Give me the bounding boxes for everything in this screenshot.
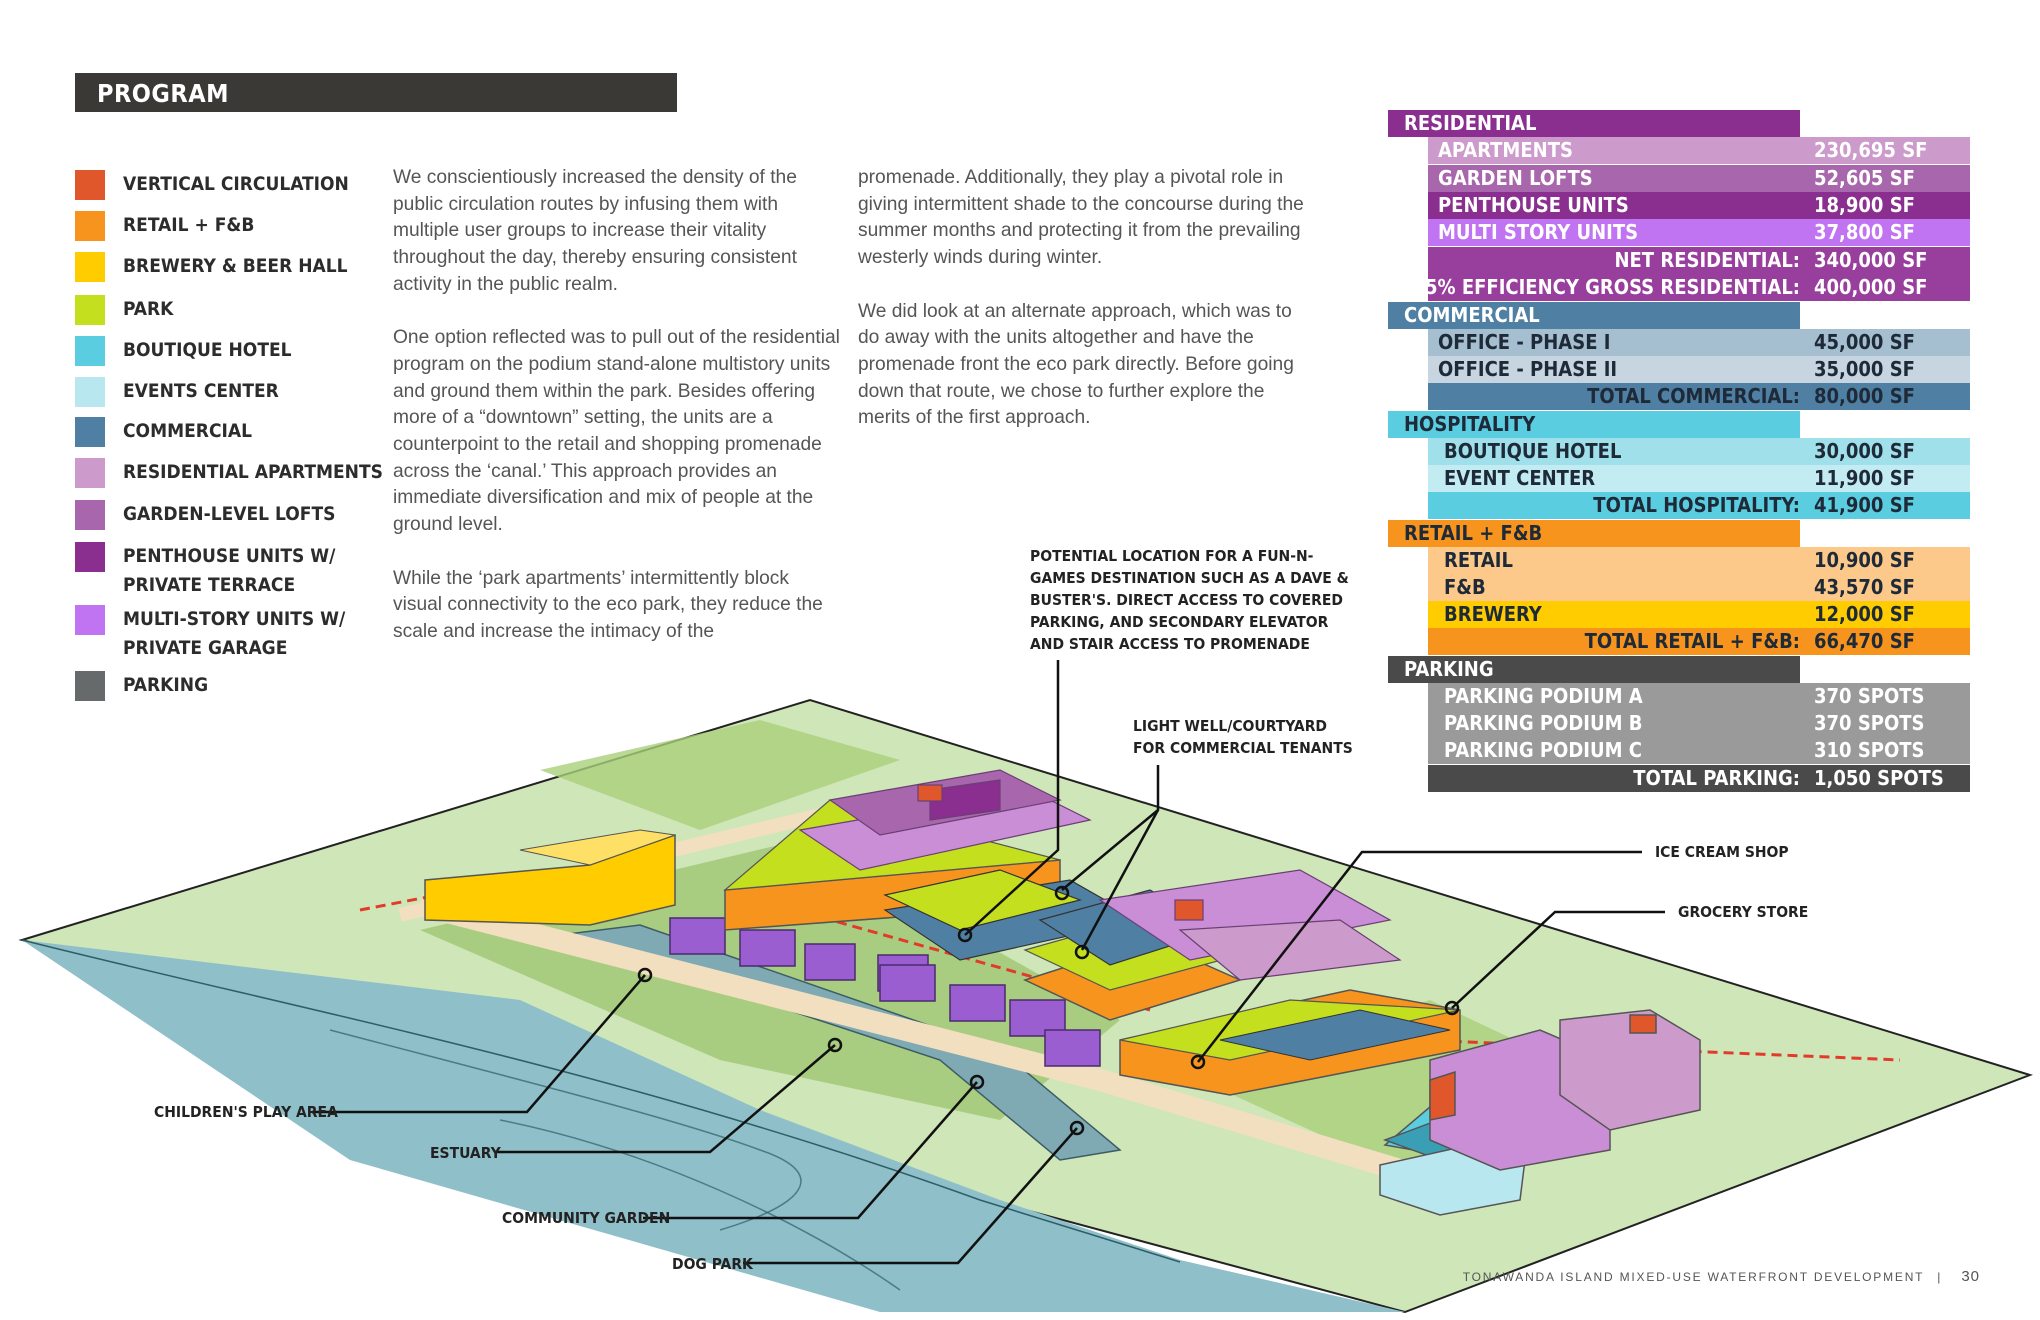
table-row xyxy=(1428,137,1970,164)
annotation-community-garden: COMMUNITY GARDEN xyxy=(502,1209,671,1227)
legend-label: PARKING xyxy=(123,674,209,696)
annotation-light-well: LIGHT WELL/COURTYARD FOR COMMERCIAL TENANTS xyxy=(1133,717,1353,757)
table-row xyxy=(1428,219,1970,246)
table-label: PARKING xyxy=(1404,657,1494,681)
table-label: RETAIL xyxy=(1444,548,1513,572)
table-row xyxy=(1428,438,1970,465)
legend-label: BOUTIQUE HOTEL xyxy=(123,339,292,361)
table-label: TOTAL RETAIL + F&B: xyxy=(1584,629,1800,653)
table-label: COMMERCIAL xyxy=(1404,303,1540,327)
table-label: APARTMENTS xyxy=(1438,138,1573,162)
table-label: F&B xyxy=(1444,575,1486,599)
table-total-row xyxy=(1428,492,1970,519)
annotation-childrens-play-area: CHILDREN'S PLAY AREA xyxy=(154,1103,338,1121)
table-label: RESIDENTIAL xyxy=(1404,111,1537,135)
table-value: 41,900 SF xyxy=(1814,493,1915,517)
table-row xyxy=(1428,165,1970,192)
table-value: 10,900 SF xyxy=(1814,548,1915,572)
table-value: 43,570 SF xyxy=(1814,575,1915,599)
annotation-dog-park: DOG PARK xyxy=(672,1255,753,1273)
section-title: PROGRAM xyxy=(97,79,229,108)
legend-label: COMMERCIAL xyxy=(123,420,252,442)
table-section-title xyxy=(1388,656,1800,683)
table-label: @85% EFFICIENCY GROSS RESIDENTIAL: xyxy=(1394,275,1800,299)
table-total-row xyxy=(1428,765,1970,792)
table-section-title xyxy=(1388,302,1800,329)
legend-label: GARDEN-LEVEL LOFTS xyxy=(123,503,336,525)
table-value: 66,470 SF xyxy=(1814,629,1915,653)
page-number: 30 xyxy=(1961,1268,1980,1285)
table-row xyxy=(1428,737,1970,764)
table-row xyxy=(1428,465,1970,492)
table-row xyxy=(1428,683,1970,710)
legend-label: MULTI-STORY UNITS W/ PRIVATE GARAGE xyxy=(123,608,346,659)
table-value: 1,050 SPOTS xyxy=(1814,766,1944,790)
table-label: TOTAL HOSPITALITY: xyxy=(1593,493,1800,517)
legend-label: PARK xyxy=(123,298,174,320)
paragraph: We conscientiously increased the density of the public circulation routes by infusing them with multiple user groups to increase their vitality throughout the day, thereby ensuring consistent activity in the public realm. xyxy=(393,167,797,295)
table-label: HOSPITALITY xyxy=(1404,412,1536,436)
page-footer xyxy=(1463,1268,1980,1285)
table-row xyxy=(1428,547,1970,574)
legend-label: VERTICAL CIRCULATION xyxy=(123,173,349,195)
table-value: 37,800 SF xyxy=(1814,220,1915,244)
footer-separator: | xyxy=(1937,1270,1943,1284)
paragraph: promenade. Additionally, they play a pivotal role in giving intermittent shade to the concourse during the summer months and protecting it from the prevailing westerly winds during winter. xyxy=(858,167,1304,269)
table-value: 310 SPOTS xyxy=(1814,738,1925,762)
table-label: EVENT CENTER xyxy=(1444,466,1596,490)
table-label: GARDEN LOFTS xyxy=(1438,166,1593,190)
table-label: PENTHOUSE UNITS xyxy=(1438,193,1629,217)
table-value: 370 SPOTS xyxy=(1814,684,1925,708)
paragraph: We did look at an alternate approach, which was to do away with the units altogether and have the promenade front the eco park directly. Before going down that route, we chose to further explore the merits of the first approach. xyxy=(858,300,1294,429)
annotation-grocery-store: GROCERY STORE xyxy=(1678,903,1809,921)
paragraph: One option reflected was to pull out of the residential program on the podium stand-alone multistory units and ground them within the park. Besides offering more of a “downtown” setting, the units are a counterpoint to the retail and shopping promenade across the ‘canal.’ This approach provides an immediate diversification and mix of people at the ground level. xyxy=(393,327,840,536)
table-row xyxy=(1428,356,1970,383)
table-label: OFFICE - PHASE I xyxy=(1438,330,1611,354)
table-label: PARKING PODIUM A xyxy=(1444,684,1643,708)
table-value: 35,000 SF xyxy=(1814,357,1915,381)
legend-label: BREWERY & BEER HALL xyxy=(123,255,348,277)
table-value: 11,900 SF xyxy=(1814,466,1915,490)
paragraph: While the ‘park apartments’ intermittently block visual connectivity to the eco park, they reduce the scale and increase the intimacy of the xyxy=(393,567,823,642)
table-row xyxy=(1428,574,1970,601)
table-value: 52,605 SF xyxy=(1814,166,1915,190)
table-section-title xyxy=(1388,520,1800,547)
table-total-row xyxy=(1428,247,1970,274)
table-value: 12,000 SF xyxy=(1814,602,1915,626)
table-value: 400,000 SF xyxy=(1814,275,1928,299)
table-row xyxy=(1428,192,1970,219)
annotation-estuary: ESTUARY xyxy=(430,1144,501,1162)
legend-label: EVENTS CENTER xyxy=(123,380,279,402)
table-value: 340,000 SF xyxy=(1814,248,1928,272)
table-section-title xyxy=(1388,110,1800,137)
table-label: PARKING PODIUM C xyxy=(1444,738,1642,762)
table-row xyxy=(1428,710,1970,737)
table-value: 370 SPOTS xyxy=(1814,711,1925,735)
legend-label: PENTHOUSE UNITS W/ PRIVATE TERRACE xyxy=(123,545,336,596)
annotation-ice-cream-shop: ICE CREAM SHOP xyxy=(1655,843,1789,861)
table-label: RETAIL + F&B xyxy=(1404,521,1543,545)
table-value: 18,900 SF xyxy=(1814,193,1915,217)
table-total-row xyxy=(1428,628,1970,655)
table-label: OFFICE - PHASE II xyxy=(1438,357,1618,381)
table-value: 30,000 SF xyxy=(1814,439,1915,463)
table-value: 80,000 SF xyxy=(1814,384,1915,408)
table-total-row xyxy=(1394,274,1970,301)
table-label: MULTI STORY UNITS xyxy=(1438,220,1639,244)
table-label: NET RESIDENTIAL: xyxy=(1614,248,1800,272)
footer-title: TONAWANDA ISLAND MIXED-USE WATERFRONT DEVELOPMENT xyxy=(1462,1270,1925,1284)
table-label: BOUTIQUE HOTEL xyxy=(1444,439,1622,463)
table-label: BREWERY xyxy=(1444,602,1542,626)
table-row xyxy=(1428,329,1970,356)
table-value: 230,695 SF xyxy=(1814,138,1928,162)
table-label: TOTAL COMMERCIAL: xyxy=(1587,384,1800,408)
table-total-row xyxy=(1428,383,1970,410)
table-row xyxy=(1428,601,1970,628)
table-label: TOTAL PARKING: xyxy=(1633,766,1800,790)
legend-label: RETAIL + F&B xyxy=(123,214,255,236)
table-label: PARKING PODIUM B xyxy=(1444,711,1643,735)
table-section-title xyxy=(1388,411,1800,438)
annotation-fun-games: POTENTIAL LOCATION FOR A FUN-N- GAMES DESTINATION SUCH AS A DAVE & BUSTER'S. DIRECT ACCESS TO COVERED PARKING, AND SECONDARY ELEVATOR AND STAIR ACCESS TO PROMENADE xyxy=(1030,547,1349,653)
legend-label: RESIDENTIAL APARTMENTS xyxy=(123,461,383,483)
table-value: 45,000 SF xyxy=(1814,330,1915,354)
